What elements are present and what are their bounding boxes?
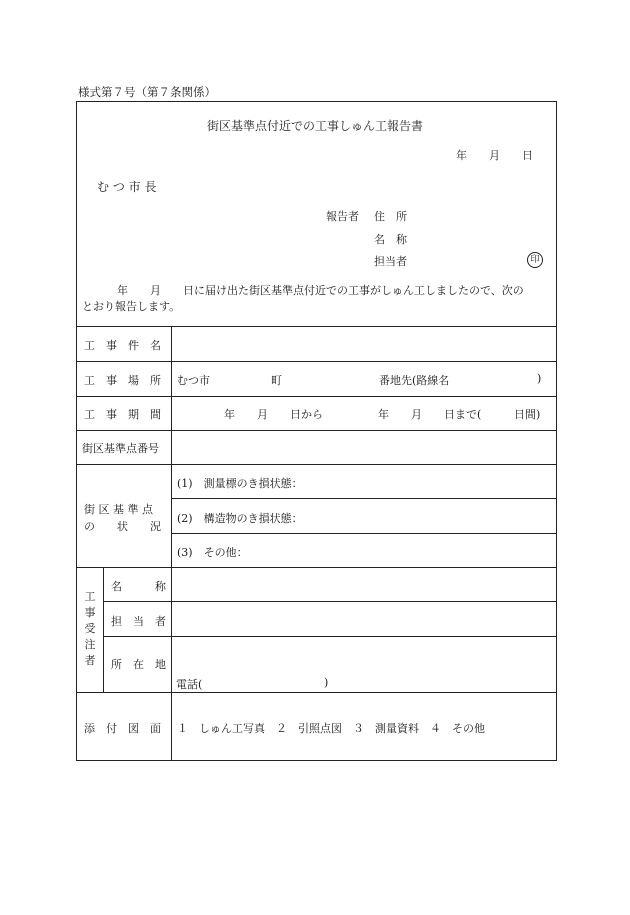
reporter-person-label: 担当者	[374, 255, 407, 268]
date-line: 年 月 日	[456, 149, 533, 162]
seal-mark-icon: 印	[527, 252, 543, 268]
status-item: (1) 測量標のき損状態：	[177, 477, 303, 490]
contractor-phone-label: 電話(	[176, 678, 203, 691]
contractor-location-label: 所 在 地	[111, 658, 166, 671]
rule-status-2	[171, 533, 557, 534]
body-text-line2: とおり報告します。	[82, 300, 181, 313]
rule-label-column	[171, 326, 172, 760]
rule-after-work-place	[76, 396, 557, 397]
work-name-label: 工 事 件 名	[84, 339, 161, 352]
point-status-label-line1: 街 区 基 準 点	[84, 503, 153, 516]
contractor-phone-close: )	[324, 676, 329, 689]
work-period-start: 年 月 日から	[224, 408, 323, 421]
work-place-city: むつ市	[177, 374, 210, 387]
rule-after-work-period	[76, 430, 557, 431]
reporter-address-label: 住 所	[374, 210, 407, 223]
body-text-line1: 年 月 日に届け出た街区基準点付近での工事がしゅん工しましたので、次の	[117, 284, 524, 297]
work-place-label: 工 事 場 所	[84, 374, 161, 387]
contractor-name-label: 名 称	[111, 580, 166, 593]
addressee: む つ 市 長	[97, 180, 157, 194]
frame-left	[76, 101, 77, 761]
status-item: (3) その他：	[177, 546, 248, 559]
status-item: (2) 構造物のき損状態：	[177, 512, 303, 525]
rule-after-work-name	[76, 361, 557, 362]
rule-status-1	[171, 498, 557, 499]
work-period-end: 年 月 日まで(	[378, 408, 482, 421]
work-place-number: 番地先(路線名	[379, 374, 450, 387]
contractor-group-label: 工事受注者	[84, 590, 96, 667]
frame-bottom	[76, 760, 557, 761]
rule-contractor-group	[103, 567, 104, 692]
contractor-person-label: 担 当 者	[111, 615, 166, 628]
document-title: 街区基準点付近での工事しゅん工報告書	[206, 119, 423, 133]
reporter-name-label: 名 称	[374, 233, 407, 246]
rule-after-status	[76, 567, 557, 568]
reporter-label: 報告者	[326, 210, 359, 223]
work-place-town: 町	[271, 374, 282, 387]
attachments-list: １ しゅん工写真 ２ 引照点図 ３ 測量資料 ４ その他	[177, 722, 485, 735]
work-place-close: )	[537, 372, 542, 385]
work-period-days: 日間)	[514, 408, 541, 421]
rule-after-contractor	[76, 692, 557, 693]
work-period-label: 工 事 期 間	[84, 408, 161, 421]
rule-after-point-number	[76, 464, 557, 465]
frame-right	[556, 101, 557, 761]
frame-top	[76, 101, 557, 102]
form-number-label: 様式第７号（第７条関係）	[78, 85, 216, 99]
point-status-label-line2: の 状 況	[84, 520, 161, 533]
point-number-label: 街区基準点番号	[82, 442, 159, 455]
attachments-label: 添 付 図 面	[84, 722, 161, 735]
rule-table-top	[76, 326, 557, 327]
